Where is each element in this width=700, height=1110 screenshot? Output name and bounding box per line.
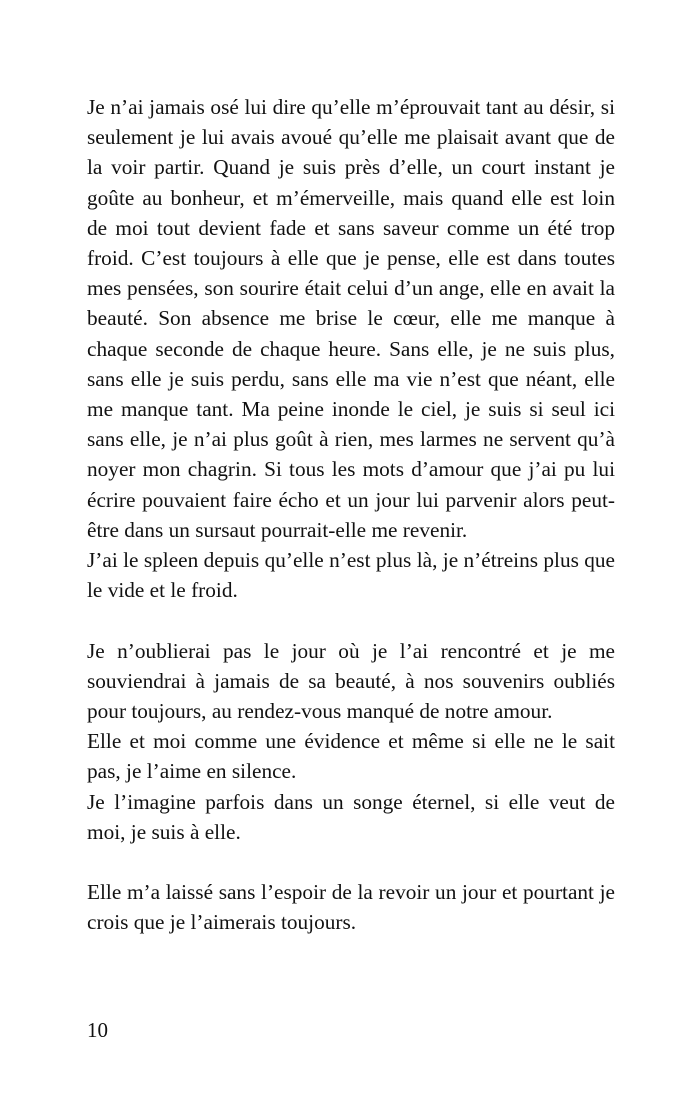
paragraph-6: Elle m’a laissé sans l’espoir de la revoir un jour et pourtant je crois que je l’aimerais toujours. (87, 880, 615, 935)
page-number: 10 (87, 1018, 108, 1042)
paragraph-gap (87, 605, 615, 635)
paragraph-1: Je n’ai jamais osé lui dire qu’elle m’éprouvait tant au désir, si seulement je lui avais avoué qu’elle me plaisait avant que de la voir partir. Quand je suis près d’elle, un court instant je goûte au bonheur, et m’émerveille, mais quand elle est loin de moi tout devient fade et sans saveur comme un été trop froid. C’est toujours à elle que je pense, elle est dans toutes mes pensées, son sourire était celui d’un ange, elle en avait la beauté. Son absence me brise le cœur, elle me manque à chaque seconde de chaque heure. Sans elle, je ne suis plus, sans elle je suis perdu, sans elle ma vie n’est que néant, elle me manque tant. Ma peine inonde le ciel, je suis si seul ici sans elle, je n’ai plus goût à rien, mes larmes ne servent qu’à noyer mon chagrin. Si tous les mots d’amour que j’ai pu lui écrire pouvaient faire écho et un jour lui parvenir alors peut-être dans un sursaut pourrait-elle me revenir. (87, 95, 615, 542)
paragraph-5: Je l’imagine parfois dans un songe éternel, si elle veut de moi, je suis à elle. (87, 789, 615, 844)
paragraph-gap (87, 847, 615, 877)
paragraph-3: Je n’oublierai pas le jour où je l’ai rencontré et je me souviendrai à jamais de sa beauté, à nos souvenirs oubliés pour toujours, au rendez-vous manqué de notre amour. (87, 638, 615, 724)
page-body (87, 92, 615, 938)
paragraph-4: Elle et moi comme une évidence et même si elle ne le sait pas, je l’aime en silence. (87, 729, 615, 784)
paragraph-2: J’ai le spleen depuis qu’elle n’est plus là, je n’étreins plus que le vide et le froid. (87, 548, 615, 603)
